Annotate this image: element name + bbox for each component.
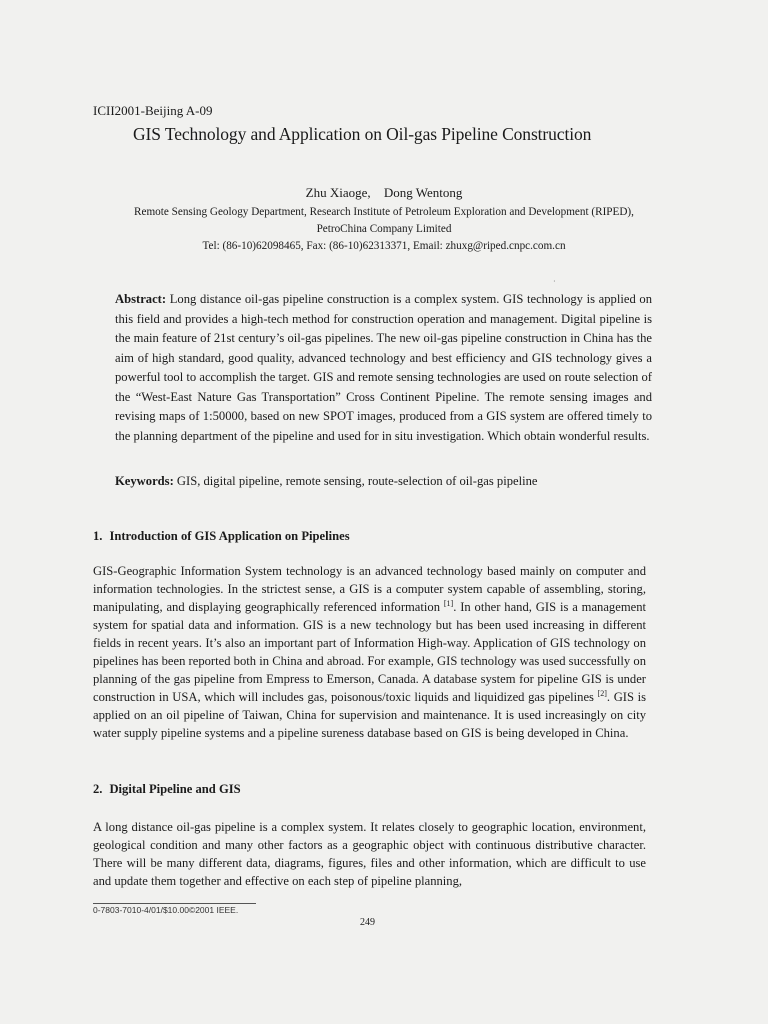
abstract [115,290,652,446]
section-title: Introduction of GIS Application on Pipelines [109,529,350,543]
author-line [0,185,768,201]
section-title: Digital Pipeline and GIS [109,782,241,796]
author-name: Dong Wentong [383,185,463,200]
body-text-run: . GIS is applied on an oil pipeline of Taiwan, China for supervision and maintenance. It is used increasingly on city water supply pipeline systems and a pipeline sureness database based on GIS is being developed in China. [93,690,647,740]
conference-code: ICII2001-Beijing A-09 [93,103,213,118]
keywords [115,474,652,489]
page-number: 249 [360,917,375,928]
footer-rule [93,903,256,904]
keywords-label: Keywords: [115,474,174,488]
abstract-paragraph [115,290,652,446]
body-paragraph [93,562,646,742]
paper-title: GIS Technology and Application on Oil-gas Pipeline Construction [133,124,592,144]
body-text-run: . In other hand, GIS is a management system for spatial data and information. GIS is a new technology but has been used increasing in different fields in recent years. It’s also an important part of Information High-way. Application of GIS technology on pipelines has been reported both in China and abroad. For example, GIS technology was used successfully on planning of the gas pipeline from Empress to Emerson, Canada. A database system for pipeline GIS is under construction in USA, which will includes gas, poisonous/toxic liquids and liquidized gas pipelines [93,600,646,704]
body-text-run: GIS-Geographic Information System technology is an advanced technology based mainly on computer and information technologies. In the strictest sense, a GIS is a computer system capable of assembling, storing, manipulating, and displaying geographically referenced information [93,564,646,614]
copyright-code: 0-7803-7010-4/01/$10.00©2001 IEEE. [93,905,239,915]
body-paragraph: A long distance oil-gas pipeline is a complex system. It relates closely to geographic location, environment, geological condition and many other factors as a geographic object with continuous distributive character. There will be many different data, diagrams, figures, files and other information, which are difficult to use and update them together and effective on each step of pipeline planning, [93,820,646,888]
section-heading [93,529,350,544]
section-number: 2. [93,782,103,796]
abstract-label: Abstract: [115,292,167,306]
section-body [93,818,646,890]
citation: [2] [597,689,607,698]
scan-mark: ⸒ [553,272,556,282]
section-heading [93,782,241,797]
affiliation-line: PetroChina Company Limited [316,223,452,235]
abstract-text: Long distance oil-gas pipeline construction is a complex system. GIS technology is applied on this field and provides a high-tech method for construction operation and management. Digital pipeline is the main feature of 21st century’s oil-gas pipelines. The new oil-gas pipeline construction in China has the aim of high standard, good quality, advanced technology and best efficiency and GIS technology gives a powerful tool to accomplish the target. GIS and remote sensing technologies are used on route selection of the “West-East Nature Gas Transportation” Cross Continent Pipeline. The remote sensing images and revising maps of 1:50000, based on new SPOT images, produced from a GIS system are offered timely to the planning department of the pipeline and used for in situ investigation. Which obtain wonderful results. [115,292,652,443]
author-name: Zhu Xiaoge, [305,185,371,200]
citation: [1] [443,599,454,608]
affiliation-line: Remote Sensing Geology Department, Research Institute of Petroleum Exploration and Development (RIPED), [134,206,634,218]
section-number: 1. [93,529,103,543]
section-body [93,562,646,742]
keywords-text: GIS, digital pipeline, remote sensing, route-selection of oil-gas pipeline [173,474,538,488]
contact-line: Tel: (86-10)62098465, Fax: (86-10)62313371, Email: zhuxg@riped.cnpc.com.cn [202,240,566,252]
